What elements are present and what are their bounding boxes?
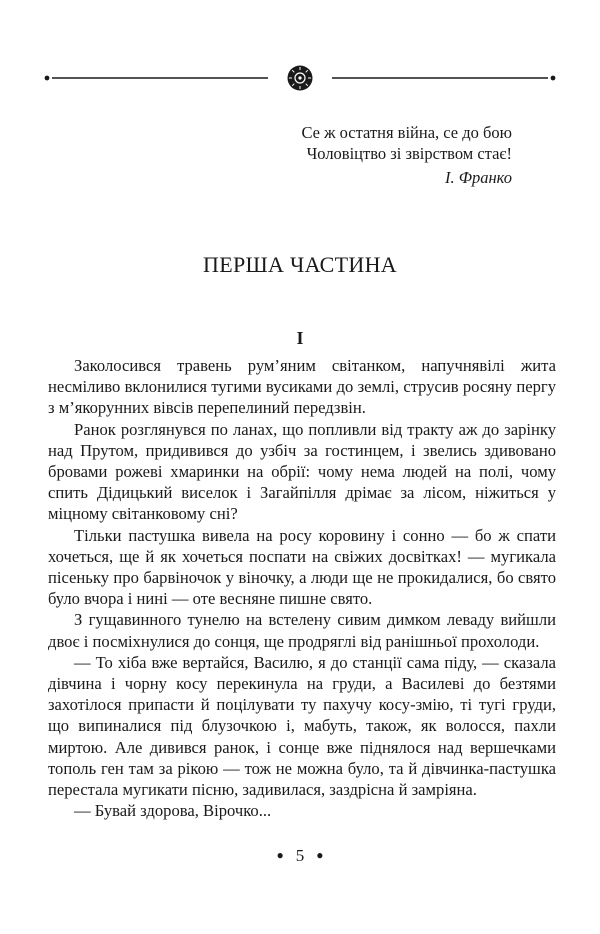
paragraph: Заколосився травень рум’яним світанком, напучнявілі жита несміливо вклонилися тугими вусиками до землі, струсив росяну пергу з м’якорунних вівсів перепелиний передзвін. [48, 356, 556, 418]
epigraph-attribution: І. Франко [444, 168, 512, 187]
chapter-body [48, 355, 556, 821]
header-ornament [44, 64, 556, 92]
chapter-number: I [296, 328, 304, 348]
paragraph: — Бувай здорова, Вірочко... [74, 801, 272, 821]
page-number: 5 [295, 846, 305, 865]
paragraph: Тільки пастушка вивела на росу коровину і сонно — бо ж спати хочеться, ще й як хочеться поспати на свіжих досвітках! — мугикала пісеньку про барвіночок у віночку, а люди ще не прокидалися, бо свято було вчора і нині — оте весняне пишне свято. [48, 525, 556, 609]
epigraph [301, 122, 512, 188]
bullet-icon: ● [316, 848, 324, 862]
epigraph-line: Се ж остатня війна, се до бою [301, 123, 512, 142]
paragraph: З гущавинного тунелю на встелену сивим димком леваду вийшли двоє і посміхнулися до сонця, ще продряглі від ранішньої прохолоди. [48, 610, 556, 651]
page-footer [0, 846, 600, 866]
ornament-left-rule [45, 76, 268, 81]
ornament-right-rule [332, 76, 555, 81]
sun-medallion-icon [288, 66, 313, 91]
paragraph: Ранок розглянувся по ланах, що попливли від тракту аж до зарінку над Прутом, придивився до узбіч за гостинцем, і звелись здивовано бровами рожеві хмаринки на обрії: чому нема людей на полі, чому спить Дідицький виселок і Загайпілля дрімає за лісом, ніжиться у міцному світанковому сні? [48, 419, 556, 524]
bullet-icon: ● [276, 848, 284, 862]
paragraph: — То хіба вже вертайся, Василю, я до станції сама піду, — сказала дівчина і чорну косу перекинула на груди, а Василеві до безтями захотілося припасти й поцілувати ту пахучу косу-змію, ті тугі груди, що випиналися під блузочкою і, мабуть, також, як волосся, пахли миртою. Але дивився ранок, і сонце вже піднялося над вершечками тополь ген там за рікою — тож не можна було, та й дівчинка-пастушка перестала мугикати пісню, задивилася, заздрісна й замріяна. [48, 652, 556, 800]
part-title: ПЕРША ЧАСТИНА [203, 252, 397, 277]
epigraph-line: Чоловіцтво зі звірством стає! [306, 144, 512, 163]
